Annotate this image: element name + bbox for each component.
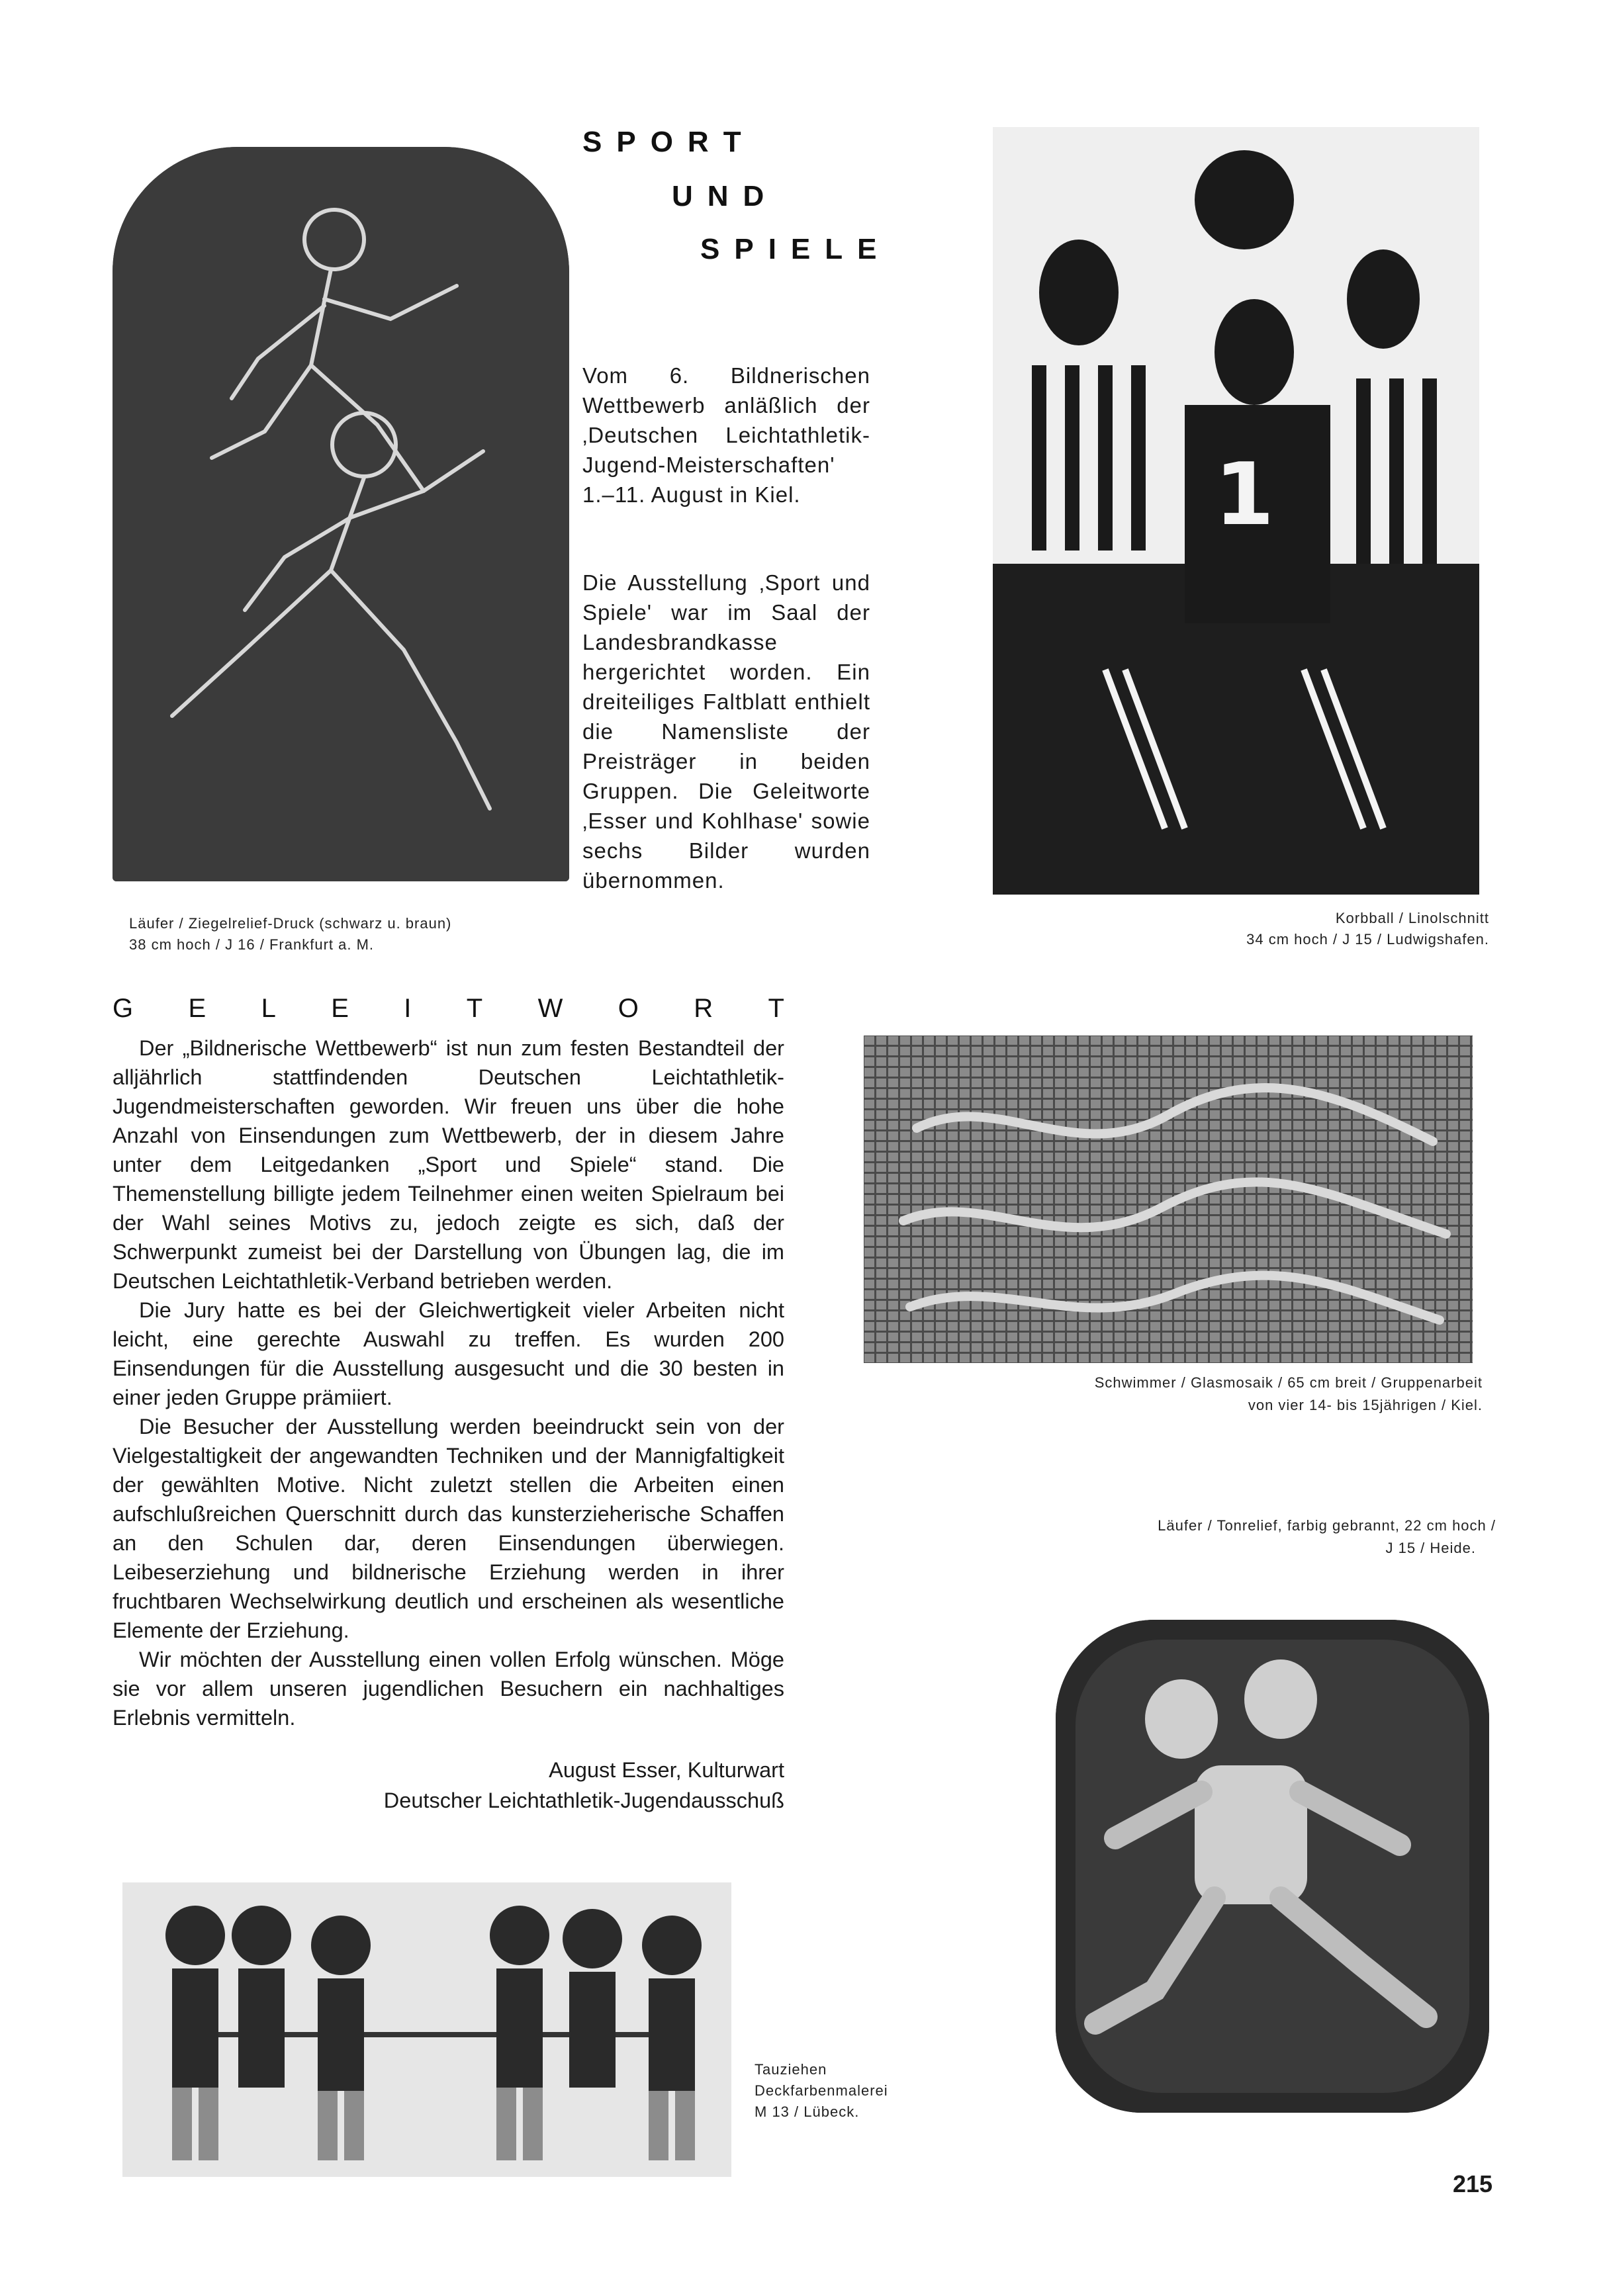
- basketball-linocut-image: [993, 127, 1479, 895]
- title-word-1: SPORT: [582, 126, 756, 158]
- geleitwort-paragraph: Die Jury hatte es bei der Gleichwertigkeit vieler Arbeiten nicht leicht, eine gerechte Auswahl zu treffen. Es wurden 200 Einsendungen für die Ausstellung ausgesucht und die 30 besten in einer jeden Gruppe prämiiert.: [113, 1298, 784, 1409]
- heading-letter: G: [113, 994, 134, 1023]
- relief-caption-2: J 15 / Heide.: [1385, 1540, 1476, 1556]
- heading-letter: L: [261, 994, 276, 1023]
- heading-letter: E: [188, 994, 206, 1023]
- intro-paragraph-1: Vom 6. Bildnerischen Wettbewerb anläßlich der ‚Deutschen Leichtathletik-Jugend-Meisterschaften' 1.–11. August in Kiel.: [582, 363, 870, 507]
- runner-print-image: [113, 147, 569, 881]
- jersey-number: 1: [1214, 444, 1275, 545]
- heading-letter: T: [768, 994, 784, 1023]
- basketball-caption-1: Korbball / Linolschnitt: [1335, 910, 1489, 926]
- signature-author: August Esser, Kulturwart: [549, 1758, 784, 1782]
- heading-letter: I: [404, 994, 412, 1023]
- heading-letter: R: [694, 994, 713, 1023]
- signature-organization: Deutscher Leichtathletik-Jugendausschuß: [383, 1788, 784, 1812]
- swimmers-caption-1: Schwimmer / Glasmosaik / 65 cm breit / Gruppenarbeit: [1094, 1374, 1483, 1391]
- tug-of-war-caption-3: M 13 / Lübeck.: [755, 2103, 860, 2120]
- swimmers-caption-2: von vier 14- bis 15jährigen / Kiel.: [1248, 1397, 1483, 1413]
- geleitwort-body: [113, 1034, 784, 1732]
- heading-letter: T: [466, 994, 483, 1023]
- basketball-caption-2: 34 cm hoch / J 15 / Ludwigshafen.: [1246, 931, 1489, 948]
- tug-of-war-image: [122, 1882, 731, 2177]
- intro-paragraph-2: Die Ausstellung ‚Sport und Spiele' war im Saal der Landesbrandkasse hergerichtet worden. Ein dreiteiliges Faltblatt enthielt die Namensliste der Preisträger in beiden Gruppen. Die Geleitworte ‚Esser und Kohlhase' sowie sechs Bilder wurden übernommen.: [582, 570, 870, 893]
- heading-letter: O: [618, 994, 639, 1023]
- geleitwort-paragraph: Der „Bildnerische Wettbewerb“ ist nun zum festen Bestandteil der alljährlich stattfindenden Deutschen Leichtathletik-Jugendmeisterschaften geworden. Wir freuen uns über die hohe Anzahl von Einsendungen zum Wettbewerb, der in diesem Jahre unter dem Leitgedanken „Sport und Spiele“ stand. Die Themenstellung billigte jedem Teilnehmer einen weiten Spielraum bei der Wahl seines Motivs zu, jedoch zeigte es sich, daß der Schwerpunkt zumeist bei der Darstellung von Übungen lag, die im Deutschen Leichtathletik-Verband betrieben werden.: [113, 1036, 784, 1293]
- title-word-3: SPIELE: [700, 233, 892, 265]
- heading-letter: E: [331, 994, 349, 1023]
- runner-print-caption-2: 38 cm hoch / J 16 / Frankfurt a. M.: [129, 936, 375, 953]
- page-number: 215: [1453, 2170, 1493, 2197]
- tug-of-war-caption-2: Deckfarbenmalerei: [755, 2082, 888, 2099]
- runners-relief-image: [1056, 1620, 1489, 2113]
- title-word-2: UND: [672, 180, 779, 212]
- heading-letter: W: [537, 994, 563, 1023]
- swimmers-mosaic-image: [864, 1036, 1473, 1363]
- geleitwort-paragraph: Wir möchten der Ausstellung einen vollen Erfolg wünschen. Möge sie vor allem unseren jugendlichen Besuchern ein nachhaltiges Erlebnis vermitteln.: [113, 1648, 784, 1730]
- runner-print-caption-1: Läufer / Ziegelrelief-Druck (schwarz u. braun): [129, 915, 452, 932]
- relief-caption-1: Läufer / Tonrelief, farbig gebrannt, 22 cm hoch /: [1158, 1517, 1496, 1534]
- geleitwort-paragraph: Die Besucher der Ausstellung werden beeindruckt sein von der Vielgestaltigkeit der angewandten Techniken und der Mannigfaltigkeit der gewählten Motive. Nicht zuletzt stellen die Arbeiten einen aufschlußreichen Querschnitt durch das kunsterzieherische Schaffen an den Schulen dar, deren Einsendungen überwiegen. Leibeserziehung und bildnerische Erziehung werden in ihrer fruchtbaren Wechselwirkung deutlich und erscheinen als wesentliche Elemente der Erziehung.: [113, 1415, 784, 1642]
- tug-of-war-caption-1: Tauziehen: [755, 2061, 827, 2078]
- geleitwort-heading: [113, 994, 784, 1024]
